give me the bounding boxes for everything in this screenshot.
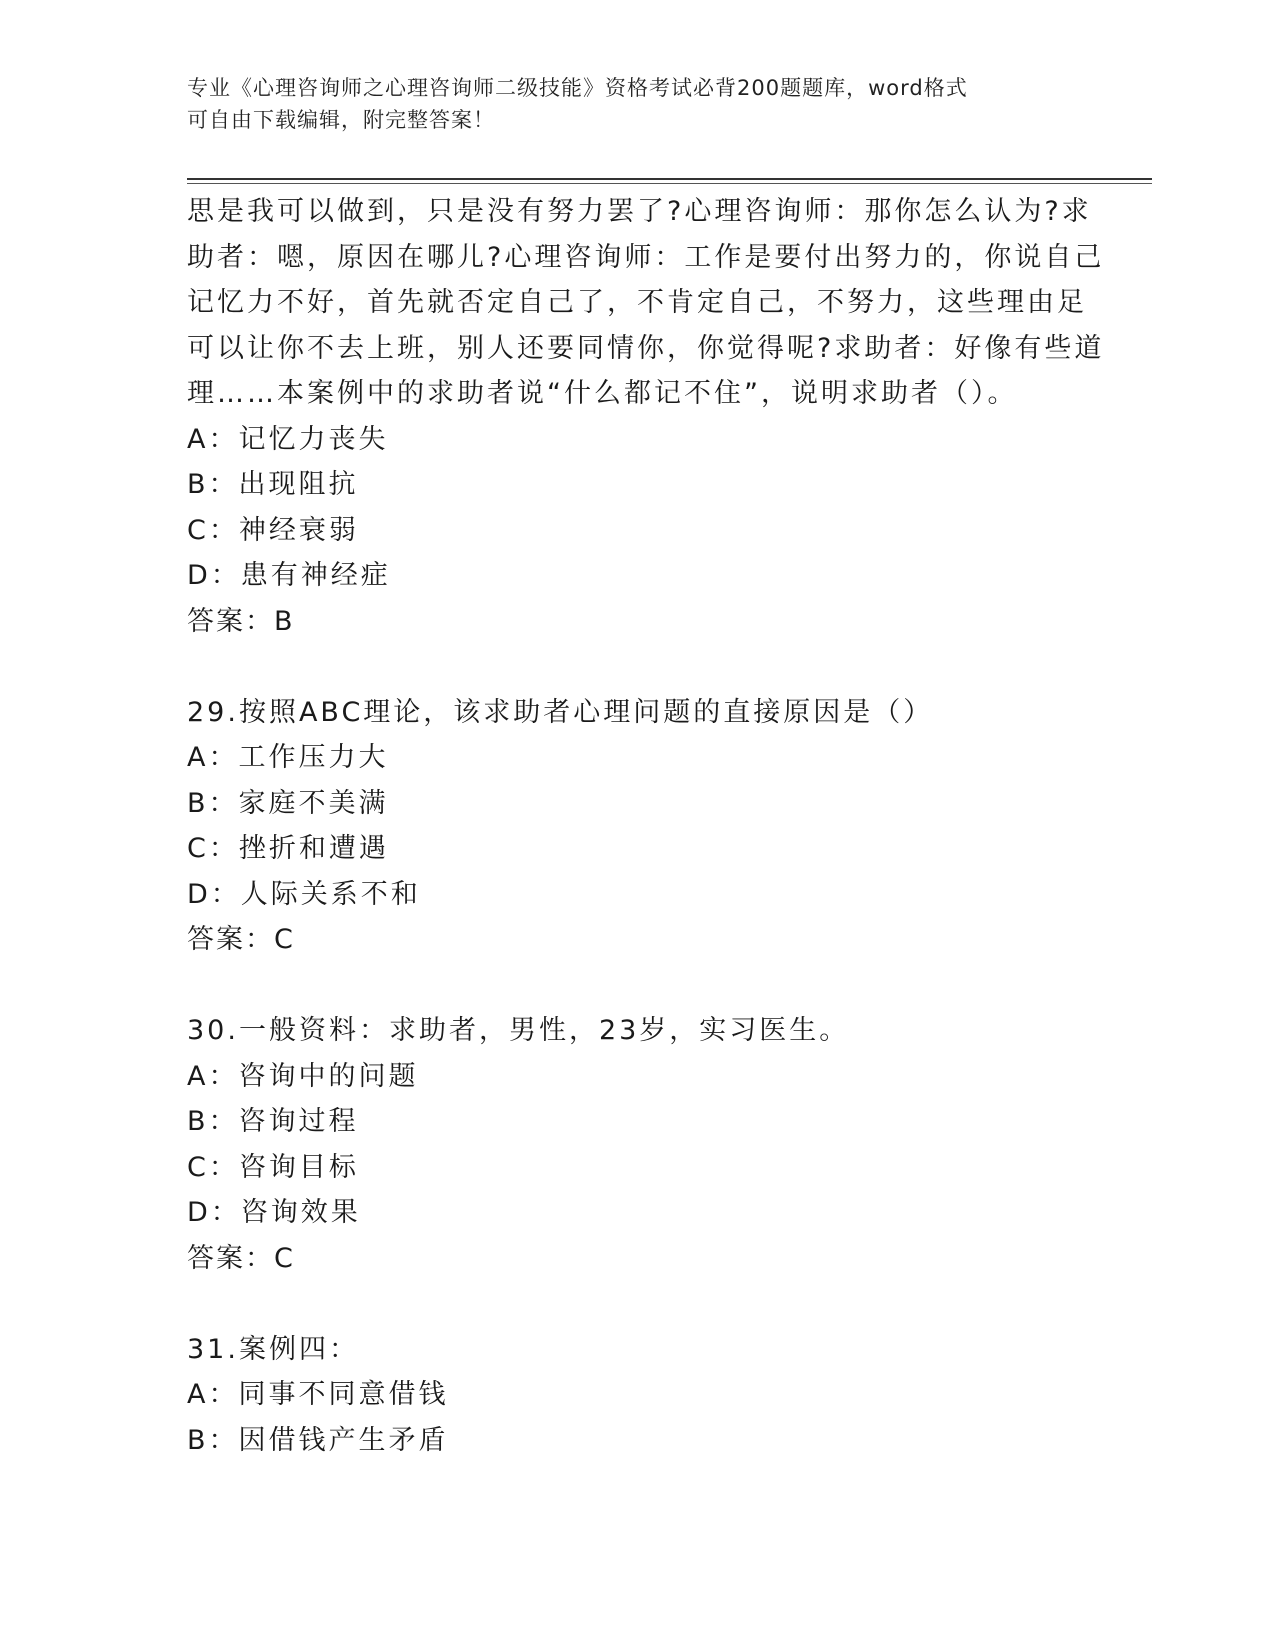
case-passage	[187, 189, 1105, 417]
option-d: D：咨询效果	[187, 1197, 361, 1228]
question-29	[187, 690, 1087, 963]
option-c: C：神经衰弱	[187, 514, 359, 546]
option-a: A：咨询中的问题	[187, 1060, 419, 1092]
option-b: B：因借钱产生矛盾	[187, 1424, 449, 1456]
passage-line: 记忆力不好，首先就否定自己了，不肯定自己，不努力，这些理由足	[187, 287, 1087, 318]
option-a: A：记忆力丧失	[187, 423, 389, 455]
question-stem: 30.一般资料：求助者，男性，23岁，实习医生。	[187, 1015, 850, 1046]
spacer	[187, 1281, 1087, 1327]
option-a: A：同事不同意借钱	[187, 1379, 449, 1410]
option-c: C：挫折和遭遇	[187, 833, 389, 864]
header-title-line-2: 可自由下载编辑，附完整答案！	[187, 108, 495, 132]
option-b: B：家庭不美满	[187, 787, 389, 819]
option-a: A：工作压力大	[187, 742, 389, 773]
header-title-line-1: 专业《心理咨询师之心理咨询师二级技能》资格考试必背200题题库，word格式	[187, 76, 968, 100]
answer-line: 答案：B	[187, 605, 295, 637]
passage-line: 助者：嗯，原因在哪儿?心理咨询师：工作是要付出努力的，你说自己	[187, 241, 1105, 273]
passage-line: 可以让你不去上班，别人还要同情你，你觉得呢?求助者：好像有些道	[187, 332, 1105, 364]
document-body	[187, 189, 1105, 1463]
passage-line: 理……本案例中的求助者说“什么都记不住”，说明求助者（）。	[187, 378, 1018, 409]
document-header	[187, 72, 1087, 136]
spacer	[187, 963, 1087, 1009]
header-divider-thick	[187, 178, 1152, 180]
spacer	[187, 644, 1087, 690]
passage-line: 思是我可以做到，只是没有努力罢了?心理咨询师：那你怎么认为?求	[187, 196, 1092, 227]
option-d: D：人际关系不和	[187, 878, 421, 910]
question-31	[187, 1327, 1087, 1464]
answer-line: 答案：C	[187, 924, 295, 955]
header-divider-thin	[187, 183, 1152, 184]
option-d: D：患有神经症	[187, 560, 391, 591]
option-b: B：出现阻抗	[187, 469, 359, 500]
answer-line: 答案：C	[187, 1242, 295, 1274]
option-c: C：咨询目标	[187, 1151, 359, 1183]
question-stem: 29.按照ABC理论，该求助者心理问题的直接原因是（）	[187, 696, 934, 728]
option-b: B：咨询过程	[187, 1106, 359, 1137]
question-stem: 31.案例四：	[187, 1333, 359, 1365]
question-28-options	[187, 417, 1087, 645]
question-30	[187, 1008, 1087, 1281]
